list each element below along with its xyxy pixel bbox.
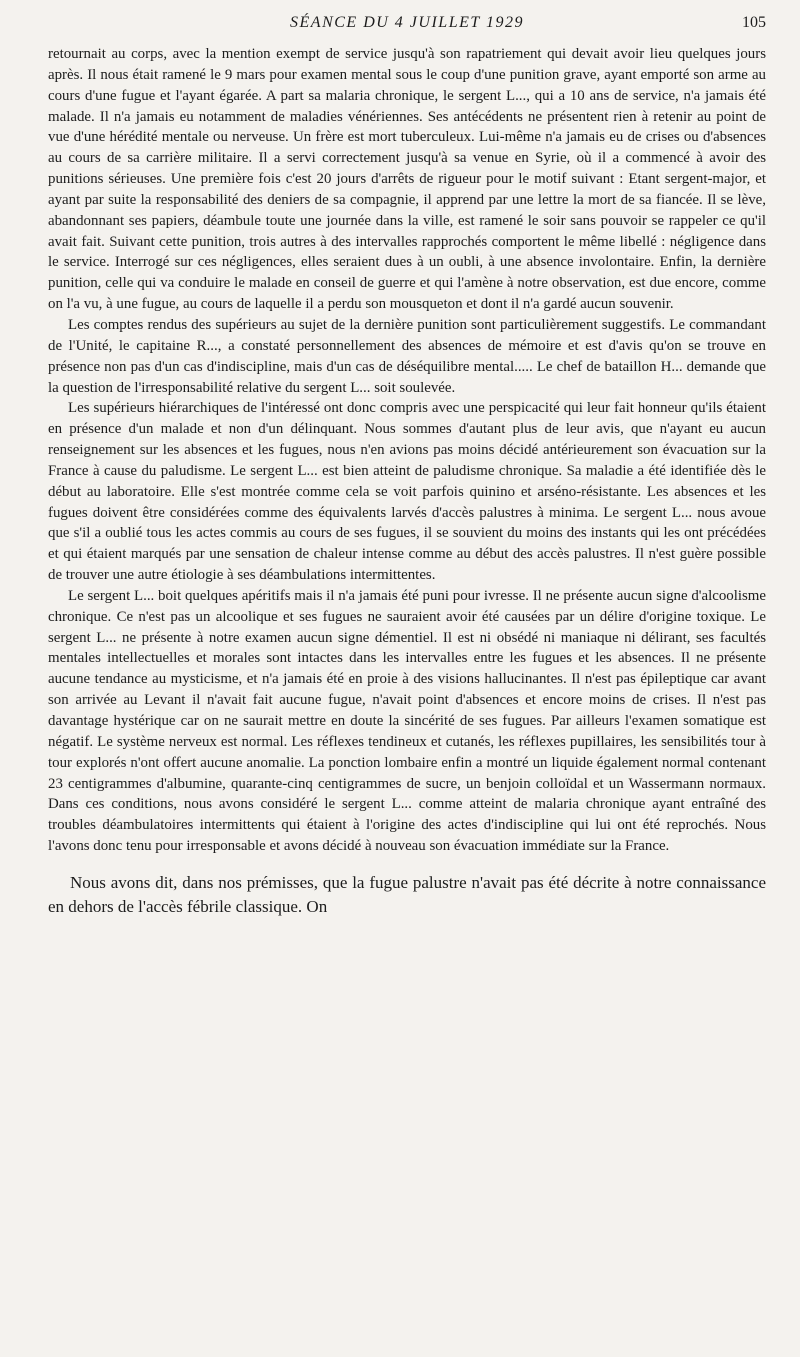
paragraph-closing: Nous avons dit, dans nos prémisses, que la fugue palustre n'avait pas été décrite à notre connaissance en dehors de l'accès fébrile classique. On	[48, 872, 766, 916]
body-text	[48, 44, 766, 857]
closing-text	[48, 871, 766, 919]
running-title: SÉANCE DU 4 JUILLET 1929	[290, 14, 524, 31]
paragraph-superiors-reports: Les comptes rendus des supérieurs au sujet de la dernière punition sont particulièrement suggestifs. Le commandant de l'Unité, le capitaine R..., a constaté personnellement des absences de mémoire et est d'avis qu'on se trouve en présence non pas d'un cas d'indiscipline, mais d'un cas de déséquilibre mental..... Le chef de bataillon H... demande que la question de l'irresponsabilité relative du sergent L... soit soulevée.	[48, 316, 766, 396]
page-number: 105	[742, 14, 766, 31]
paragraph-examination: Le sergent L... boit quelques apéritifs mais il n'a jamais été puni pour ivresse. Il ne présente aucun signe d'alcoolisme chronique. Ce n'est pas un alcoolique et ses fugues ne sauraient avoir été causées par un délire d'origine toxique. Le sergent L... ne présente à notre examen aucun signe démentiel. Il est ni obsédé ni maniaque ni délirant, ses facultés mentales intellectuelles et morales sont intactes dans les intervalles entre les fugues et les absences. Il ne présente aucune tendance au mysticisme, et n'a jamais été en proie à des visions hallucinantes. Il n'est pas épileptique car avant son arrivée au Levant il n'avait fait aucune fugue, n'avait point d'absences et encore moins de crises. Il n'est pas davantage hystérique car on ne saurait mettre en doute la sincérité de ses fugues. Par ailleurs l'examen somatique est négatif. Le système nerveux est normal. Les réflexes tendineux et cutanés, les réflexes pupillaires, les sensibilités tour à tour explorés n'ont offert aucune anomalie. La ponction lombaire enfin a montré un liquide également normal contenant 23 centigrammes d'albumine, quarante-cinq centigrammes de sucre, un benjoin colloïdal et un Wassermann normaux. Dans ces conditions, nous avons considéré le sergent L... comme atteint de malaria chronique ayant entraîné des troubles déambulatoires intermittents qui étaient à l'origine des actes d'indiscipline qui lui ont été reprochés. Nous l'avons donc tenu pour irresponsable et avons décidé à nouveau son évacuation immédiate sur la France.	[48, 587, 766, 855]
paragraph-continued: retournait au corps, avec la mention exempt de service jusqu'à son rapatriement qui devait avoir lieu quelques jours après. Il nous était ramené le 9 mars pour examen mental sous le coup d'une punition grave, ayant emporté son arme au cours d'une fugue et l'ayant égarée. A part sa malaria chronique, le sergent L..., qui a 10 ans de service, n'a jamais été malade. Il n'a jamais eu notamment de maladies vénériennes. Ses antécédents ne présentent rien à retenir au point de vue d'une hérédité mentale ou nerveuse. Un frère est mort tuberculeux. Lui-même n'a jamais eu de crises ou d'absences au cours de sa carrière militaire. Il a servi correctement jusqu'à sa venue en Syrie, où il a commencé à avoir des punitions sérieuses. Une première fois c'est 20 jours d'arrêts de rigueur pour le motif suivant : Etant sergent-major, et ayant par suite la responsabilité des deniers de sa compagnie, il apprend par une lettre la mort de sa fiancée. Il se lève, abandonnant ses papiers, déambule toute une journée dans la ville, est ramené le soir sans pouvoir se rappeler ce qu'il avait fait. Suivant cette punition, trois autres à des intervalles rapprochés comportent le même libellé : négligence dans le service. Interrogé sur ces négligences, elles seraient dues à un oubli, à une absence involontaire. Enfin, la dernière punition, celle qui va conduire le malade en conseil de guerre et qui l'amène à notre observation, est due encore, comme on l'a vu, à une fugue, au cours de laquelle il a perdu son mousqueton et dont il n'a gardé aucun souvenir.	[48, 46, 766, 313]
running-header	[48, 14, 766, 44]
paragraph-malaria-diagnosis: Les supérieurs hiérarchiques de l'intéressé ont donc compris avec une perspicacité qui leur fait honneur qu'ils étaient en présence d'un malade et non d'un délinquant. Nous sommes d'autant plus de leur avis, que n'ayant eu aucun renseignement sur les absences et les fugues, nous n'en avions pas moins décidé antérieurement son évacuation sur la France à cause du paludisme. Le sergent L... est bien atteint de paludisme chronique. Sa maladie a été identifiée dès le début au laboratoire. Elle s'est montrée comme cela se voit parfois quinino et arséno-résistante. Les absences et les fugues doivent être considérées comme des équivalents larvés d'accès palustres à minima. Le sergent L... nous avoue que s'il a oublié tous les actes commis au cours de ses fugues, il se souvient du moins des instants qui les ont précédées et qui étaient marqués par une sensation de chaleur intense comme au début des accès palustres. Il n'est guère possible de trouver une autre étiologie à ses déambulations intermittentes.	[48, 400, 766, 584]
